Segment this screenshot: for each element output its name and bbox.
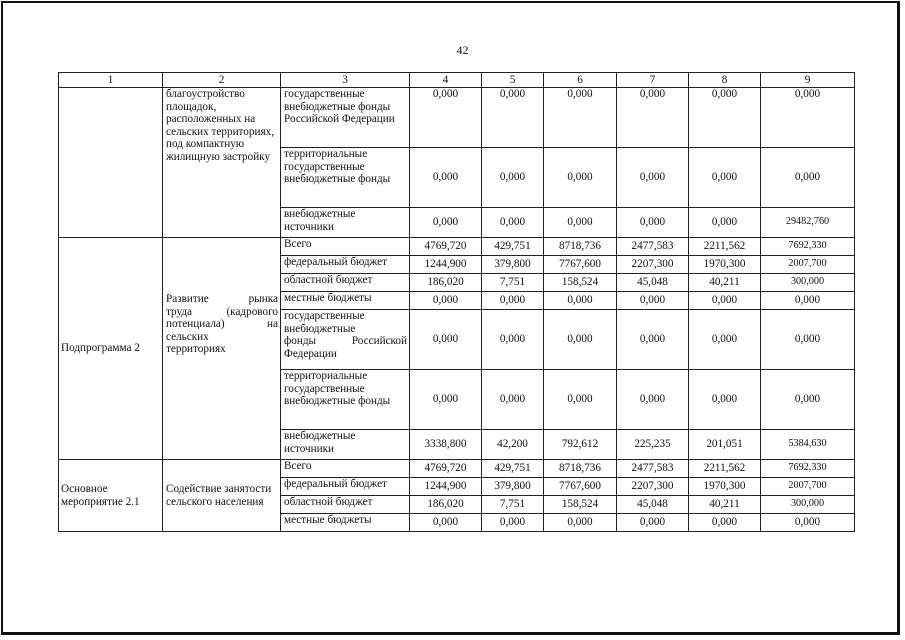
value-cell: 1970,300: [689, 256, 761, 274]
value-cell: 7,751: [482, 274, 544, 292]
source-line: внебюджетные: [284, 322, 356, 335]
value-cell: 0,000: [482, 310, 544, 370]
program-cell: Основное мероприятие 2.1: [59, 460, 163, 532]
value-cell: 0,000: [544, 370, 617, 430]
header-cell: 2: [163, 73, 281, 88]
value-cell: 0,000: [617, 208, 689, 238]
value-cell: 3338,800: [410, 430, 482, 460]
value-cell: 0,000: [617, 370, 689, 430]
value-cell: 0,000: [544, 208, 617, 238]
value-cell: 158,524: [544, 496, 617, 514]
value-cell: 7692,330: [761, 238, 855, 256]
program-cell: [59, 88, 163, 238]
header-row: [59, 73, 855, 88]
value-cell: 7767,600: [544, 256, 617, 274]
value-cell: 4769,720: [410, 460, 482, 478]
table-row: [59, 460, 855, 478]
value-cell: 792,612: [544, 430, 617, 460]
source-cell: областной бюджет: [281, 274, 410, 292]
program-cell: Подпрограмма 2: [59, 238, 163, 460]
budget-table: [58, 72, 855, 532]
value-cell: 186,020: [410, 496, 482, 514]
value-cell: 40,211: [689, 274, 761, 292]
value-cell: 2211,562: [689, 238, 761, 256]
activity-cell: благоустройство площадок, расположенных на сельских территориях, под компактную жилищную застройку: [163, 88, 281, 238]
value-cell: 2007,700: [761, 478, 855, 496]
value-cell: 0,000: [761, 514, 855, 532]
value-cell: 7,751: [482, 496, 544, 514]
value-cell: 225,235: [617, 430, 689, 460]
header-cell: 9: [761, 73, 855, 88]
value-cell: 2207,300: [617, 478, 689, 496]
source-line: Федерации: [284, 347, 337, 360]
source-line: фонды Российской: [284, 335, 407, 348]
source-cell: внебюджетные источники: [281, 430, 410, 460]
value-cell: 0,000: [410, 514, 482, 532]
page-number: 42: [456, 43, 469, 57]
value-cell: 29482,760: [761, 208, 855, 238]
value-cell: 2207,300: [617, 256, 689, 274]
value-cell: 0,000: [617, 514, 689, 532]
source-cell: местные бюджеты: [281, 514, 410, 532]
value-cell: 0,000: [544, 148, 617, 208]
value-cell: 186,020: [410, 274, 482, 292]
value-cell: 0,000: [544, 88, 617, 148]
value-cell: 0,000: [482, 292, 544, 310]
activity-line: труда (кадрового: [166, 305, 278, 318]
source-cell: Всего: [281, 238, 410, 256]
value-cell: 0,000: [617, 310, 689, 370]
source-cell: федеральный бюджет: [281, 256, 410, 274]
value-cell: 379,800: [482, 478, 544, 496]
source-cell: территориальные государственные внебюджетные фонды: [281, 148, 410, 208]
source-cell: [281, 310, 410, 370]
value-cell: 4769,720: [410, 238, 482, 256]
value-cell: 0,000: [689, 370, 761, 430]
value-cell: 300,000: [761, 496, 855, 514]
activity-line: потенциала) на: [166, 318, 278, 331]
activity-cell: [163, 238, 281, 460]
value-cell: 0,000: [689, 310, 761, 370]
value-cell: 0,000: [482, 514, 544, 532]
value-cell: 0,000: [544, 514, 617, 532]
value-cell: 5384,630: [761, 430, 855, 460]
value-cell: 0,000: [410, 310, 482, 370]
value-cell: 0,000: [689, 514, 761, 532]
value-cell: 429,751: [482, 460, 544, 478]
value-cell: 0,000: [761, 148, 855, 208]
value-cell: 0,000: [761, 370, 855, 430]
activity-line: Развитие рынка: [166, 293, 278, 305]
value-cell: 8718,736: [544, 238, 617, 256]
value-cell: 40,211: [689, 496, 761, 514]
source-cell: территориальные государственные внебюджетные фонды: [281, 370, 410, 430]
source-cell: государственные внебюджетные фонды Российской Федерации: [281, 88, 410, 148]
value-cell: 0,000: [617, 88, 689, 148]
value-cell: 379,800: [482, 256, 544, 274]
source-line: государственные: [284, 310, 365, 322]
value-cell: 0,000: [482, 370, 544, 430]
value-cell: 300,000: [761, 274, 855, 292]
value-cell: 2007,700: [761, 256, 855, 274]
value-cell: 0,000: [410, 88, 482, 148]
value-cell: 0,000: [482, 148, 544, 208]
value-cell: 1244,900: [410, 478, 482, 496]
value-cell: 0,000: [689, 292, 761, 310]
header-cell: 8: [689, 73, 761, 88]
value-cell: 0,000: [544, 310, 617, 370]
table-row: [59, 88, 855, 148]
header-cell: 5: [482, 73, 544, 88]
source-cell: областной бюджет: [281, 496, 410, 514]
source-cell: внебюджетные источники: [281, 208, 410, 238]
value-cell: 7692,330: [761, 460, 855, 478]
value-cell: 1244,900: [410, 256, 482, 274]
value-cell: 201,051: [689, 430, 761, 460]
table-row: [59, 238, 855, 256]
value-cell: 0,000: [482, 208, 544, 238]
header-cell: 7: [617, 73, 689, 88]
value-cell: 0,000: [410, 208, 482, 238]
activity-line: сельских: [166, 330, 209, 343]
value-cell: 0,000: [482, 88, 544, 148]
value-cell: 8718,736: [544, 460, 617, 478]
source-cell: федеральный бюджет: [281, 478, 410, 496]
value-cell: 0,000: [689, 208, 761, 238]
value-cell: 0,000: [761, 88, 855, 148]
value-cell: 45,048: [617, 496, 689, 514]
header-cell: 6: [544, 73, 617, 88]
value-cell: 0,000: [544, 292, 617, 310]
value-cell: 0,000: [761, 310, 855, 370]
value-cell: 0,000: [617, 292, 689, 310]
header-cell: 1: [59, 73, 163, 88]
source-cell: местные бюджеты: [281, 292, 410, 310]
value-cell: 158,524: [544, 274, 617, 292]
header-cell: 3: [281, 73, 410, 88]
activity-cell: Содействие занятости сельского населения: [163, 460, 281, 532]
value-cell: 1970,300: [689, 478, 761, 496]
value-cell: 2211,562: [689, 460, 761, 478]
value-cell: 2477,583: [617, 460, 689, 478]
source-cell: Всего: [281, 460, 410, 478]
value-cell: 0,000: [410, 148, 482, 208]
value-cell: 2477,583: [617, 238, 689, 256]
value-cell: 42,200: [482, 430, 544, 460]
value-cell: 0,000: [689, 88, 761, 148]
value-cell: 45,048: [617, 274, 689, 292]
header-cell: 4: [410, 73, 482, 88]
value-cell: 429,751: [482, 238, 544, 256]
value-cell: 0,000: [410, 370, 482, 430]
activity-line: территориях: [166, 343, 226, 356]
value-cell: 0,000: [410, 292, 482, 310]
value-cell: 0,000: [761, 292, 855, 310]
value-cell: 0,000: [617, 148, 689, 208]
value-cell: 7767,600: [544, 478, 617, 496]
value-cell: 0,000: [689, 148, 761, 208]
